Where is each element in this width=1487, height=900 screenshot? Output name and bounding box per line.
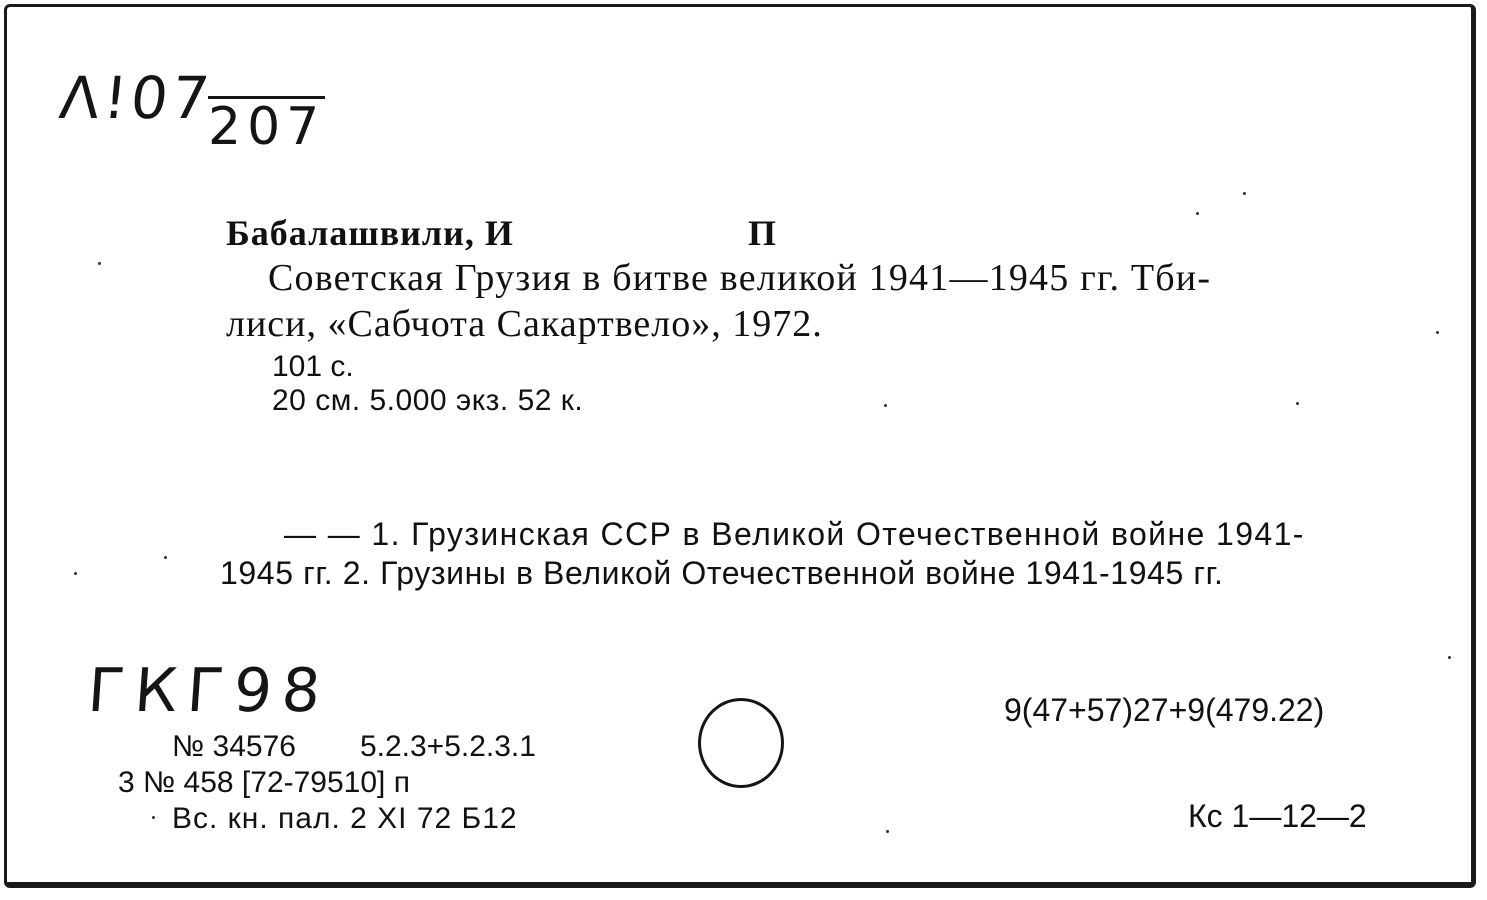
stamp-circle <box>698 698 784 788</box>
scan-speck <box>98 262 101 265</box>
shelf-mark-sub: 207 <box>208 97 326 157</box>
accession-number: № 34576 <box>172 730 296 763</box>
scan-speck <box>74 572 77 575</box>
scan-speck <box>1296 402 1299 405</box>
page-count: 101 с. <box>272 350 354 383</box>
author-initial: П <box>748 213 777 253</box>
scan-speck <box>152 816 155 819</box>
format-info: 20 см. 5.000 экз. 52 к. <box>272 384 584 417</box>
classification-code: 5.2.3+5.2.3.1 <box>359 730 536 763</box>
accession-line <box>172 730 536 764</box>
print-info: Вс. кн. пал. 2 XI 72 Б12 <box>172 802 518 835</box>
handwritten-catalog-code: ГКГ98 <box>85 656 333 726</box>
scan-speck <box>1436 331 1439 334</box>
title-line-1: Советская Грузия в битве великой 1941—1945 гг. Тби- <box>268 257 1212 299</box>
scan-speck <box>886 830 889 833</box>
scan-speck <box>1448 656 1451 659</box>
order-number: 3 № 458 [72-79510] п <box>118 766 410 799</box>
kc-code: Кс 1—12—2 <box>1188 798 1367 834</box>
subject-heading-line-1: — — 1. Грузинская ССР в Великой Отечественной войне 1941- <box>284 516 1305 552</box>
scan-speck <box>1196 212 1199 215</box>
scan-speck <box>884 404 887 407</box>
shelf-mark-main: Λ!07 <box>56 64 217 132</box>
scan-speck <box>1243 192 1246 195</box>
title-line-2: лиси, «Сабчота Сакартвело», 1972. <box>226 303 823 345</box>
author-name: Бабалашвили, И <box>226 213 514 253</box>
scan-speck <box>164 556 167 559</box>
bbk-index: 9(47+57)27+9(479.22) <box>1004 692 1325 728</box>
subject-heading-line-2: 1945 гг. 2. Грузины в Великой Отечественной войне 1941-1945 гг. <box>220 555 1224 591</box>
